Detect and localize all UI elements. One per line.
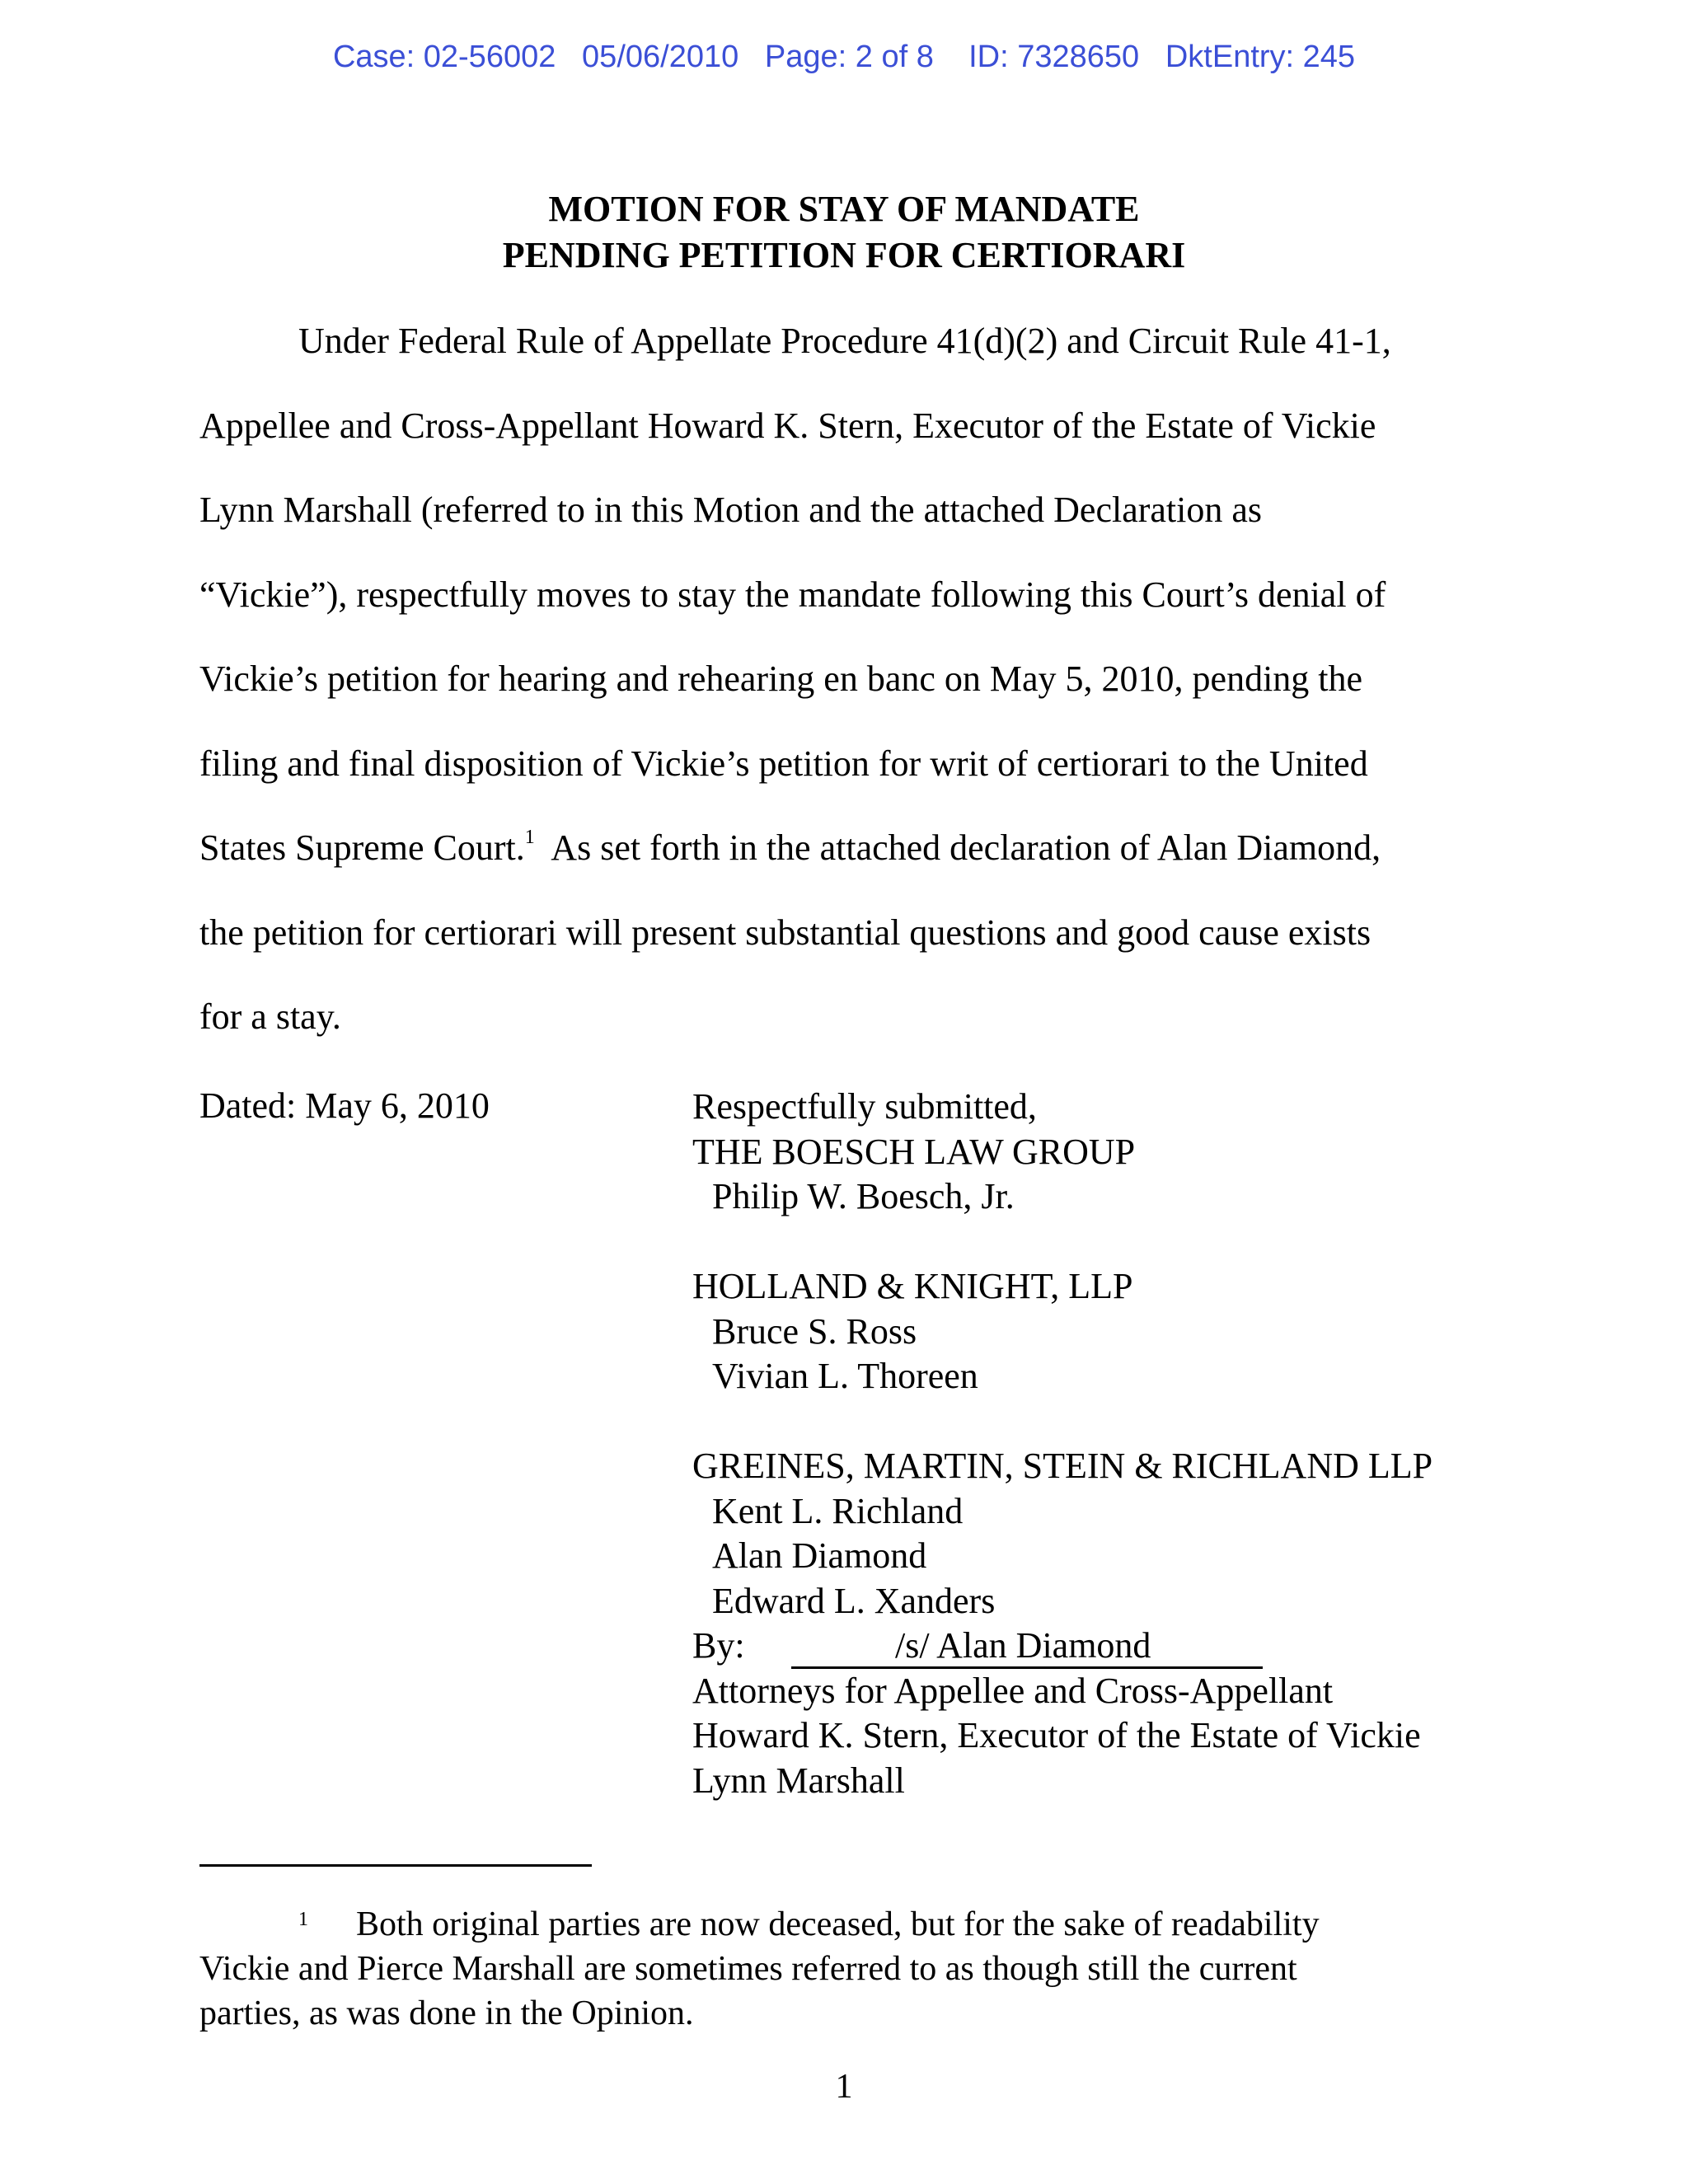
body-line-7-rest: As set forth in the attached declaration of Alan Diamond,: [534, 827, 1381, 868]
body-line-3: Lynn Marshall (referred to in this Motion and the attached Declaration as: [199, 490, 1263, 530]
header-case: Case: 02-56002: [332, 40, 556, 74]
body-line-7-start: States Supreme Court.: [199, 827, 525, 868]
attorney-richland: Kent L. Richland: [712, 1490, 964, 1531]
footnote-mark: 1: [298, 1909, 308, 1930]
firm-greines: GREINES, MARTIN, STEIN & RICHLAND LLP: [692, 1446, 1433, 1486]
body-line-8: the petition for certiorari will present substantial questions and good cause exists: [199, 912, 1372, 953]
footnote-line-1: Both original parties are now deceased, but for the sake of readability: [356, 1905, 1320, 1943]
firm-holland-knight: HOLLAND & KNIGHT, LLP: [692, 1266, 1133, 1306]
title-line-1: MOTION FOR STAY OF MANDATE: [548, 189, 1140, 229]
footnote-line-3: parties, as was done in the Opinion.: [199, 1994, 694, 2032]
attorneys-for-line-1: Attorneys for Appellee and Cross-Appellant: [692, 1670, 1334, 1711]
respectfully-submitted: Respectfully submitted,: [692, 1086, 1037, 1127]
attorney-ross: Bruce S. Ross: [712, 1310, 917, 1352]
dated-line: Dated: May 6, 2010: [199, 1085, 490, 1126]
body-line-7: [199, 827, 1381, 869]
body-line-6: filing and final disposition of Vickie’s petition for writ of certiorari to the United: [199, 743, 1368, 784]
attorney-thoreen: Vivian L. Thoreen: [712, 1356, 978, 1396]
header-page: Page: 2 of 8: [764, 40, 934, 74]
document-title: [0, 186, 1688, 279]
signature-block: [692, 1085, 1432, 1803]
header-date: 05/06/2010: [582, 40, 739, 74]
page-number: 1: [835, 2068, 853, 2106]
attorney-xanders: Edward L. Xanders: [712, 1580, 996, 1621]
by-signature-line: [692, 1624, 1432, 1669]
body-line-9: for a stay.: [199, 996, 341, 1037]
attorney-diamond: Alan Diamond: [712, 1535, 927, 1576]
body-line-5: Vickie’s petition for hearing and rehearing en banc on May 5, 2010, pending the: [199, 658, 1363, 699]
body-line-2: Appellee and Cross-Appellant Howard K. Stern, Executor of the Estate of Vickie: [199, 405, 1376, 446]
header-dkt: DktEntry: 245: [1165, 40, 1356, 74]
footnote-line-2: Vickie and Pierce Marshall are sometimes referred to as though still the current: [199, 1950, 1297, 1988]
header-id: ID: 7328650: [968, 40, 1140, 74]
body-line-1: Under Federal Rule of Appellate Procedure 41(d)(2) and Circuit Rule 41-1,: [298, 321, 1391, 361]
title-line-2: PENDING PETITION FOR CERTIORARI: [502, 235, 1186, 275]
footnote-separator: [199, 1864, 592, 1867]
footnote-reference: 1: [524, 827, 535, 849]
by-label: By:: [692, 1625, 745, 1666]
footnote: [199, 1902, 1485, 2036]
ecf-header: [0, 40, 1688, 75]
electronic-signature: /s/ Alan Diamond: [895, 1625, 1151, 1666]
attorneys-for-line-2: Howard K. Stern, Executor of the Estate of Vickie: [692, 1715, 1421, 1755]
firm-boesch: THE BOESCH LAW GROUP: [692, 1131, 1136, 1172]
body-line-4: “Vickie”), respectfully moves to stay the mandate following this Court’s denial of: [199, 574, 1386, 615]
attorney-boesch: Philip W. Boesch, Jr.: [712, 1176, 1015, 1216]
attorneys-for-line-3: Lynn Marshall: [692, 1760, 905, 1801]
